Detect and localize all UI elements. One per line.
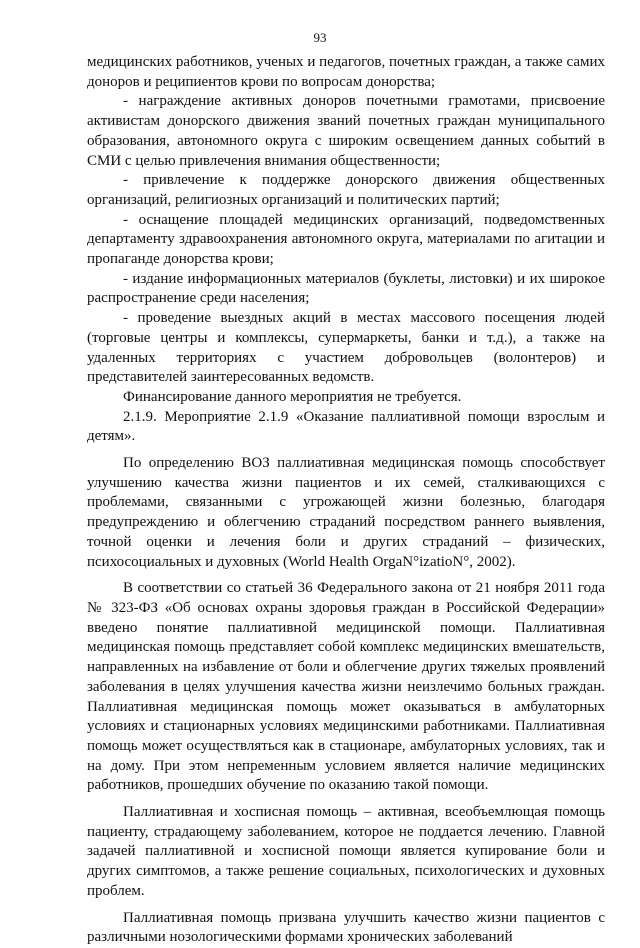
- paragraph-quality-of-life: Паллиативная помощь призвана улучшить качество жизни пациентов с различными нозологическими формами хронических заболеваний: [87, 909, 605, 946]
- list-item-information-materials: - издание информационных материалов (буклеты, листовки) и их широкое распространение среди населения;: [87, 270, 605, 307]
- document-body: [87, 53, 605, 948]
- list-item-awarding-donors: - награждение активных доноров почетными грамотами, присвоение активистам донорского движения званий почетных граждан муниципального образования, автономного округа с широким освещением данных событий в СМИ с целью привлечения внимания общественности;: [87, 93, 605, 169]
- section-heading-2-1-9: 2.1.9. Мероприятие 2.1.9 «Оказание паллиативной помощи взрослым и детям».: [87, 408, 605, 445]
- paragraph-continued-donor-outreach: медицинских работников, ученых и педагогов, почетных граждан, а также самих доноров и реципиентов крови по вопросам донорства;: [87, 54, 605, 90]
- list-item-field-campaigns: - проведение выездных акций в местах массового посещения людей (торговые центры и комплексы, супермаркеты, банки и т.д.), а также на удаленных территориях с участием добровольцев (волонтеров) и представителей заинтересованных ведомств.: [87, 310, 605, 386]
- paragraph-hospice-care: Паллиативная и хосписная помощь – активная, всеобъемлющая помощь пациенту, страдающему заболеванием, которое не поддается лечению. Главной задачей паллиативной и хосписной помощи является купирование боли и других симптомов, а также решение социальных, психологических и духовных проблем.: [87, 804, 605, 899]
- paragraph-financing-note: Финансирование данного мероприятия не требуется.: [123, 388, 462, 405]
- paragraph-who-definition: По определению ВОЗ паллиативная медицинская помощь способствует улучшению качества жизни пациентов и их семей, сталкивающихся с проблемами, связанными с угрожающей жизни болезнью, благодаря предупреждению и облегчению страданий посредством раннего выявления, точной оценки и лечения боли и других страданий – физических, психосоциальных и духовных (World Health OrgaN°izatioN°, 2002).: [87, 455, 605, 570]
- paragraph-federal-law: В соответствии со статьей 36 Федерального закона от 21 ноября 2011 года № 323-ФЗ «Об основах охраны здоровья граждан в Российской Федерации» введено понятие паллиативной медицинской помощи. Паллиативная медицинская помощь представляет собой комплекс медицинских вмешательств, направленных на избавление от боли и облегчение других тяжелых проявлений заболевания в целях улучшения качества жизни неизлечимо больных граждан. Паллиативная медицинская помощь может оказываться в амбулаторных условиях и стационарных условиях медицинскими работниками. Паллиативная помощь может осуществляться как в стационаре, амбулаторных условиях, так и на дому. При этом непременным условием является наличие медицинских работников, прошедших обучение по оказанию такой помощи.: [87, 580, 605, 794]
- list-item-public-organizations: - привлечение к поддержке донорского движения общественных организаций, религиозных организаций и политических партий;: [87, 172, 605, 208]
- page-number: 93: [313, 30, 327, 45]
- list-item-agitation-materials: - оснащение площадей медицинских организаций, подведомственных департаменту здравоохранения автономного округа, материалами по агитации и пропаганде донорства крови;: [87, 211, 605, 268]
